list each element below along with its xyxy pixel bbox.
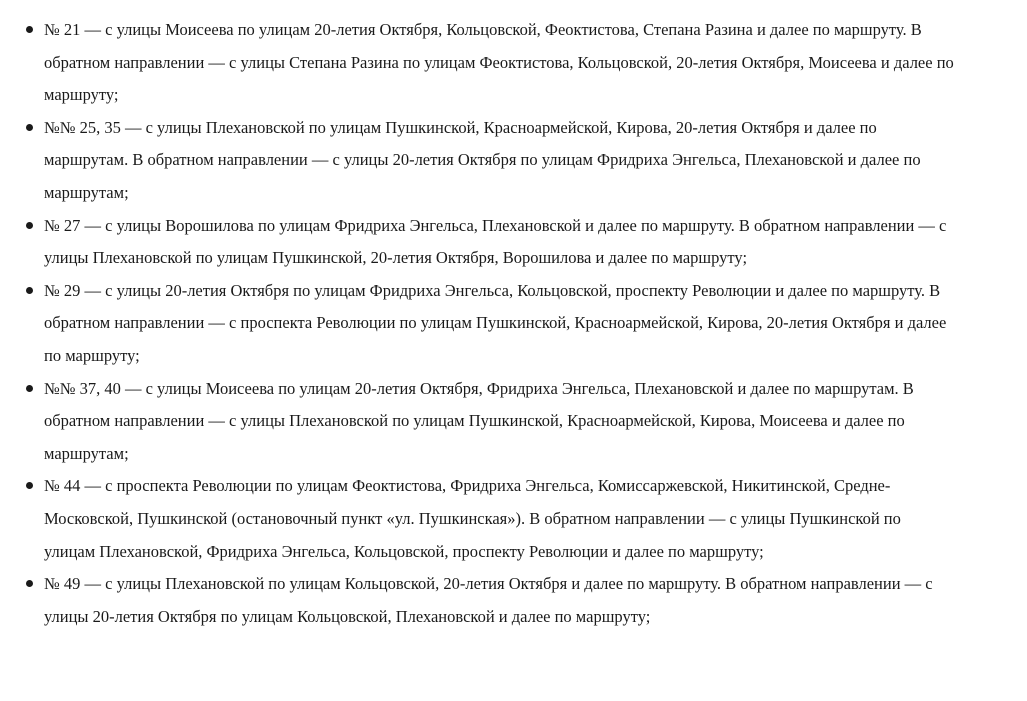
route-text: №№ 37, 40 — с улицы Моисеева по улицам 20-летия Октября, Фридриха Энгельса, Плехановской и далее по маршрутам. В обратном направлении — с улицы Плехановской по улицам Пушкинской, Красноармейской, Кирова, Моисеева и далее по маршрутам; bbox=[44, 378, 914, 463]
bullet-icon bbox=[26, 287, 33, 294]
route-text: № 29 — с улицы 20-летия Октября по улицам Фридриха Энгельса, Кольцовской, проспекту Революции и далее по маршруту. В обратном направлении — с проспекта Революции по улицам Пушкинской, Красноармейской, Кирова, 20-летия Октября и далее по маршруту; bbox=[44, 280, 947, 365]
list-item bbox=[44, 470, 955, 568]
list-item bbox=[44, 373, 955, 471]
bullet-icon bbox=[26, 26, 33, 33]
route-text: № 21 — с улицы Моисеева по улицам 20-летия Октября, Кольцовской, Феоктистова, Степана Разина и далее по маршруту. В обратном направлении — с улицы Степана Разина по улицам Феоктистова, Кольцовской, 20-летия Октября, Моисеева и далее по маршруту; bbox=[44, 20, 954, 105]
list-item bbox=[44, 14, 955, 112]
route-list bbox=[0, 14, 955, 633]
route-text: № 44 — с проспекта Революции по улицам Феоктистова, Фридриха Энгельса, Комиссаржевской, Никитинской, Средне-Московской, Пушкинской (остановочный пункт «ул. Пушкинская»). В обратном направлении — с улицы Пушкинской по улицам Плехановской, Фридриха Энгельса, Кольцовской, проспекту Революции и далее по маршруту; bbox=[44, 476, 901, 561]
list-item bbox=[44, 275, 955, 373]
bullet-icon bbox=[26, 385, 33, 392]
list-item bbox=[44, 112, 955, 210]
route-text: № 27 — с улицы Ворошилова по улицам Фридриха Энгельса, Плехановской и далее по маршруту. В обратном направлении — с улицы Плехановской по улицам Пушкинской, 20-летия Октября, Ворошилова и далее по маршруту; bbox=[44, 215, 947, 268]
list-item bbox=[44, 210, 955, 275]
list-item bbox=[44, 568, 955, 633]
route-text: № 49 — с улицы Плехановской по улицам Кольцовской, 20-летия Октября и далее по маршруту. В обратном направлении — с улицы 20-летия Октября по улицам Кольцовской, Плехановской и далее по маршруту; bbox=[44, 574, 933, 626]
route-text: №№ 25, 35 — с улицы Плехановской по улицам Пушкинской, Красноармейской, Кирова, 20-летия Октября и далее по маршрутам. В обратном направлении — с улицы 20-летия Октября по улицам Фридриха Энгельса, Плехановской и далее по маршрутам; bbox=[44, 117, 921, 202]
bullet-icon bbox=[26, 124, 33, 131]
bullet-icon bbox=[26, 482, 33, 489]
bullet-icon bbox=[26, 580, 33, 587]
bullet-icon bbox=[26, 222, 33, 229]
